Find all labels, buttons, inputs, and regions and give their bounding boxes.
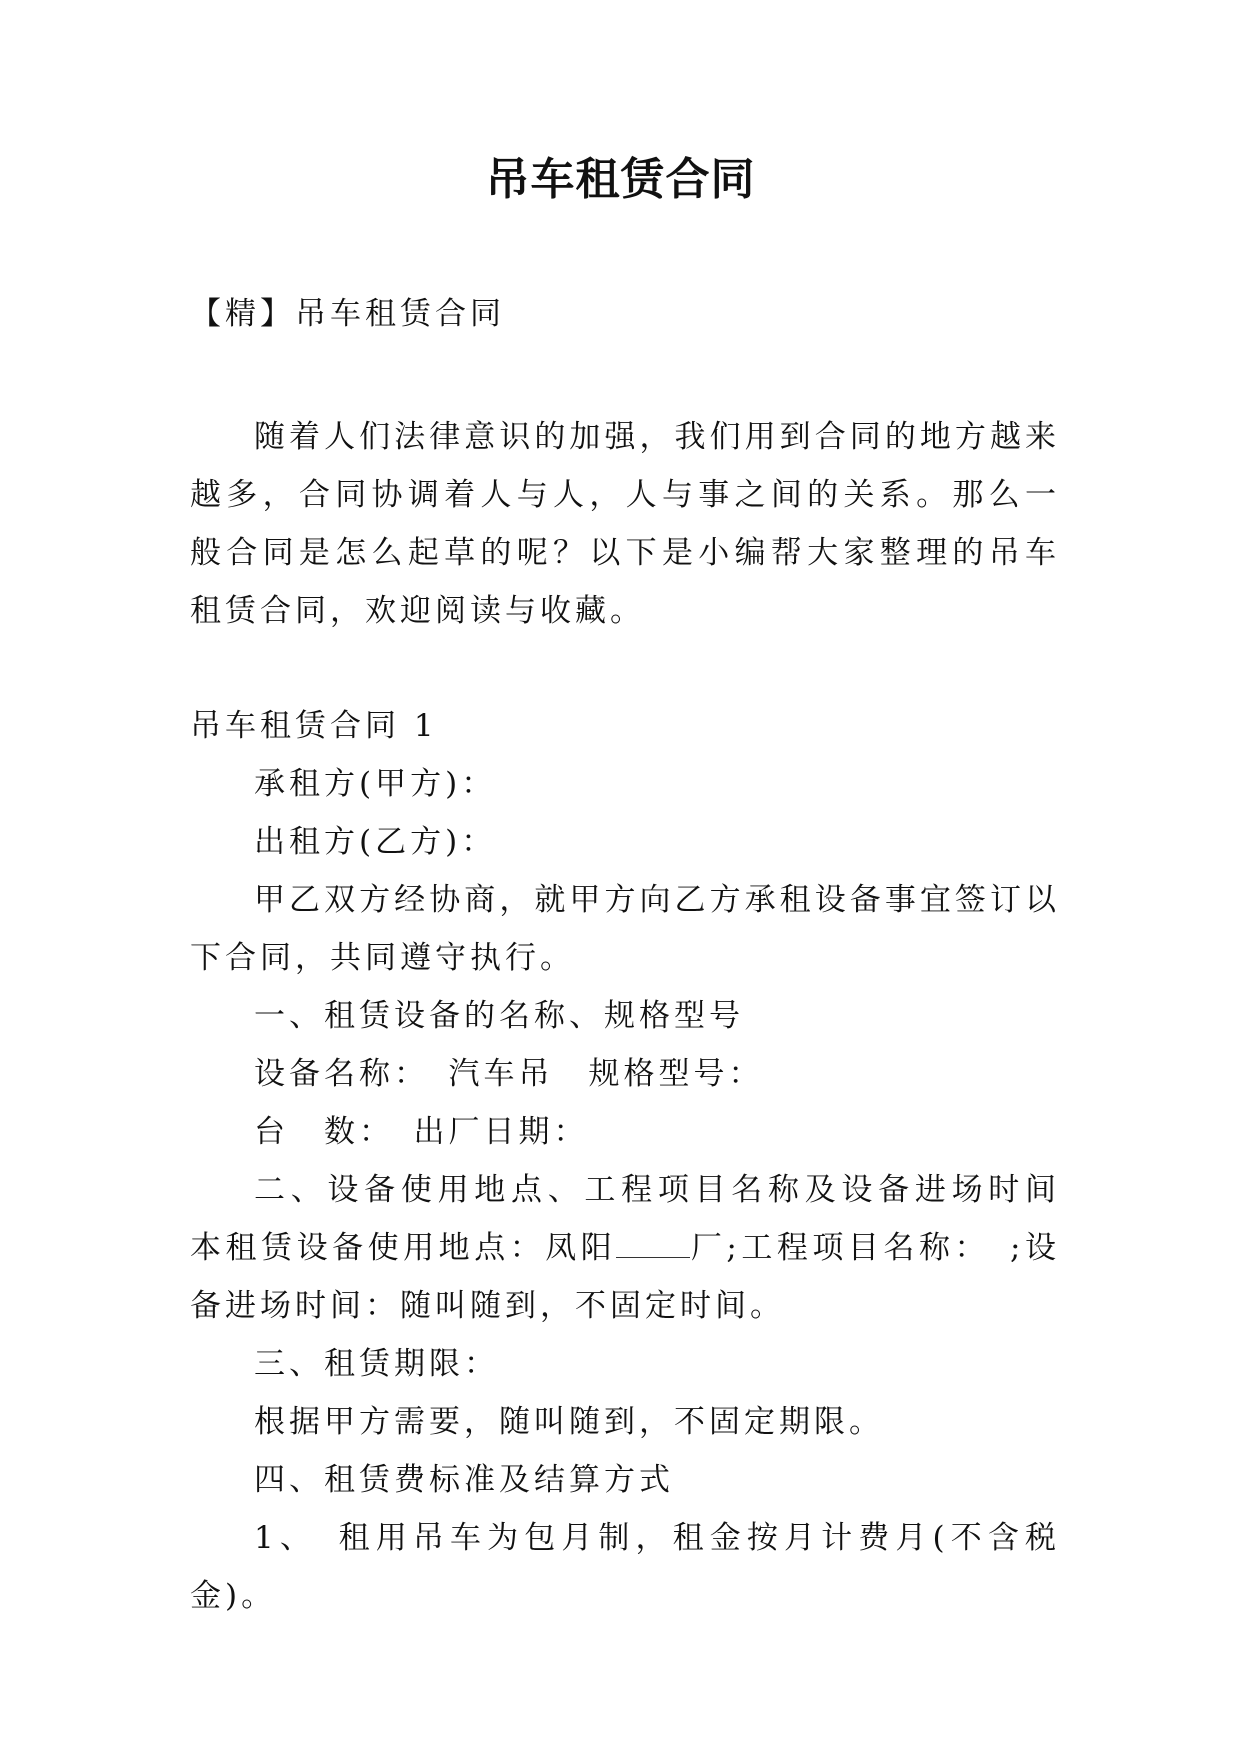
clause-4-heading: 四、租赁费标准及结算方式 [254,1462,674,1498]
clause-2-part-2: 厂;工程项目名称： ;设备进场时间：随叫随到，不固定时间。 [190,1230,1061,1324]
quantity-line: 台 数： 出厂日期： [254,1114,589,1150]
clause-2-paragraph [190,1161,1095,1335]
agreement-paragraph: 甲乙双方经协商，就甲方向乙方承租设备事宜签订以下合同，共同遵守执行。 [190,882,1060,976]
clause-4-item-1: 1、 租用吊车为包月制，租金按月计费月(不含税金)。 [190,1520,1060,1614]
section-heading: 吊车租赁合同 1 [190,708,438,744]
intro-paragraph: 随着人们法律意识的加强，我们用到合同的地方越来越多，合同协调着人与人，人与事之间的关系。那么一般合同是怎么起草的呢？以下是小编帮大家整理的吊车租赁合同，欢迎阅读与收藏。 [190,419,1060,629]
equipment-line: 设备名称： 汽车吊 规格型号： [254,1056,764,1092]
fill-blank [616,1229,690,1258]
clause-1-heading: 一、租赁设备的名称、规格型号 [254,998,744,1034]
document-subtitle: 【精】吊车租赁合同 [190,296,505,332]
clause-2-part-1: 二、设备使用地点、工程项目名称及设备进场时间 本租赁设备使用地点：凤阳 [190,1172,1095,1266]
lessor-line: 出租方(乙方)： [254,824,497,860]
lessee-line: 承租方(甲方)： [254,766,497,802]
document-title: 吊车租赁合同 [485,154,756,205]
clause-3-heading: 三、租赁期限： [254,1346,499,1382]
clause-3-text: 根据甲方需要，随叫随到，不固定期限。 [254,1404,884,1440]
contract-body [190,697,1095,1625]
